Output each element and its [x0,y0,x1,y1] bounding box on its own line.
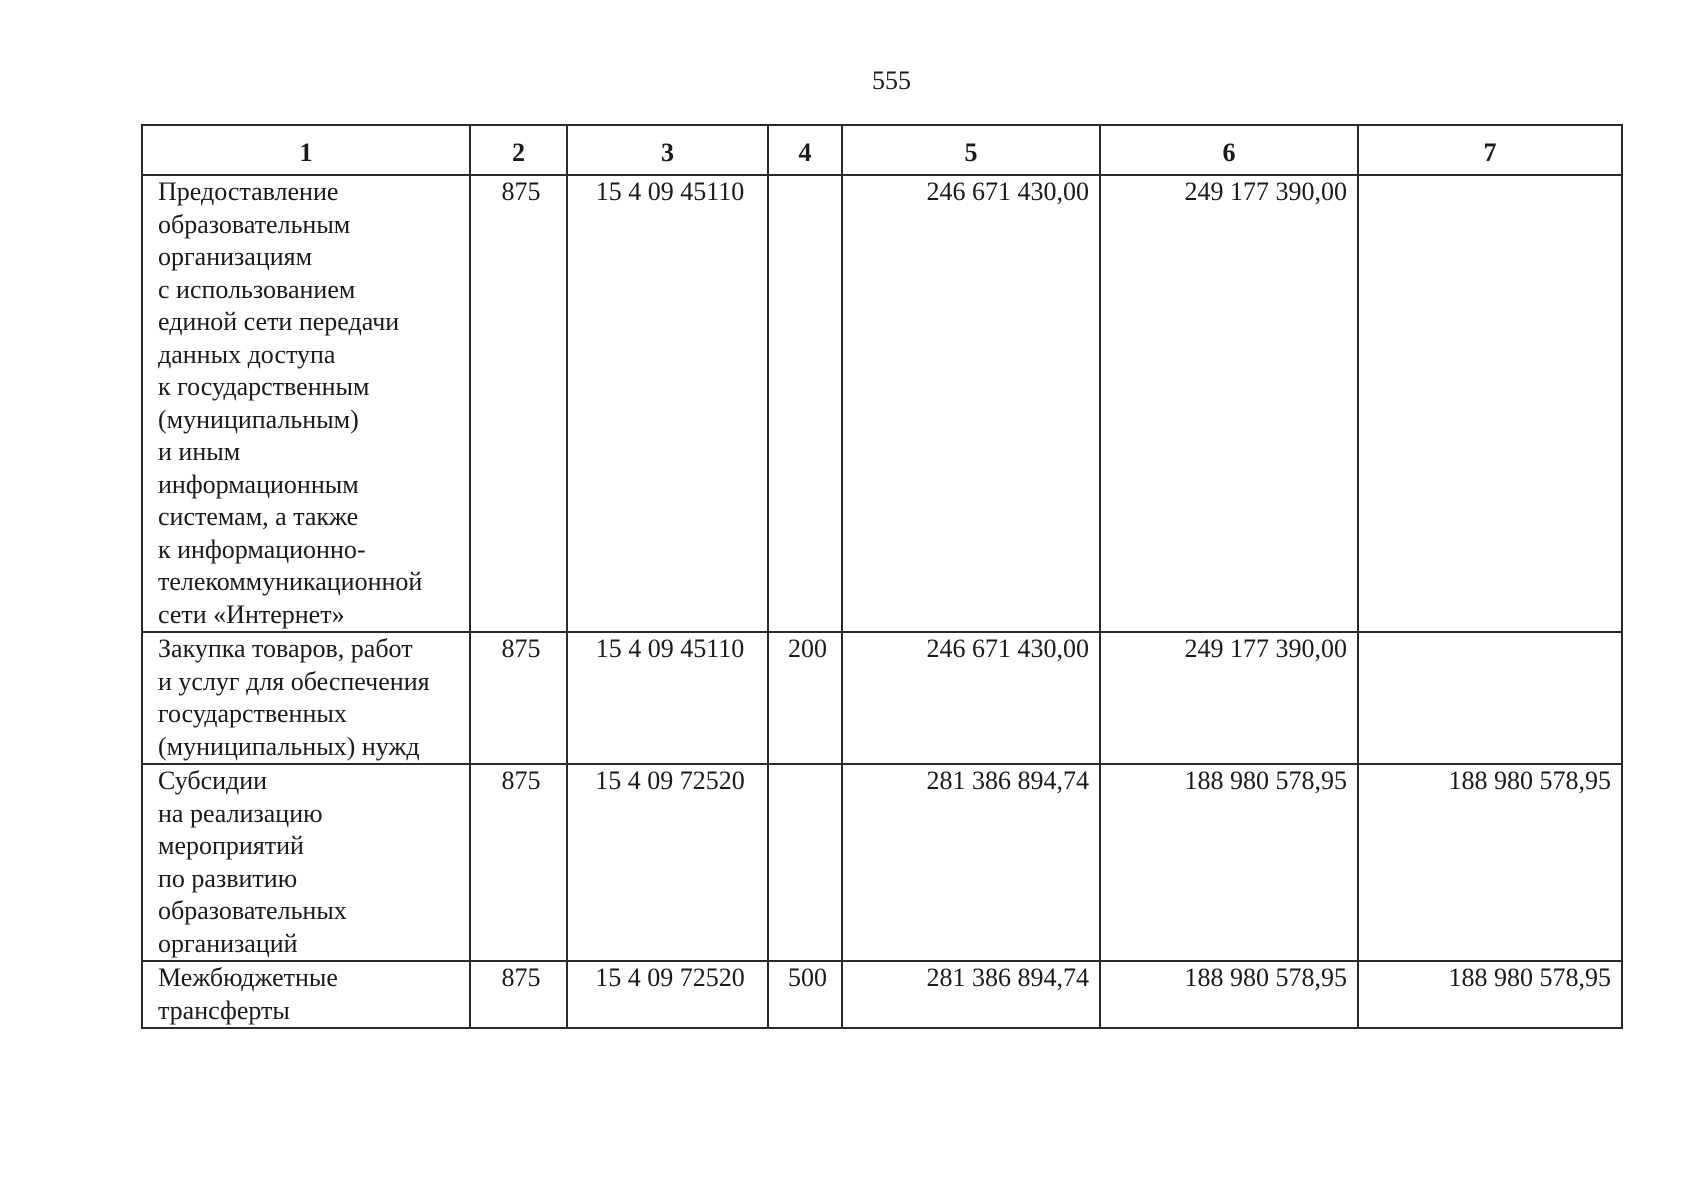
ministry-code-cell: 875 [470,961,567,1028]
amount-col6-cell: 249 177 390,00 [1100,632,1358,764]
page-number: 555 [872,66,911,95]
column-header: 1 [142,125,470,175]
row-name-cell: Предоставление образовательным организациям с использованием единой сети передачи данных доступа к государственным (муниципальным) и иным информационным системам, а также к информационно- телекоммуникационной сети «Интернет» [142,175,470,632]
table-row [142,961,1622,1028]
amount-col5-cell: 246 671 430,00 [842,632,1100,764]
row-name-cell: Субсидии на реализацию мероприятий по развитию образовательных организаций [142,764,470,961]
ministry-code-cell: 875 [470,175,567,632]
amount-col7-cell [1358,175,1622,632]
row-name-cell: Закупка товаров, работ и услуг для обеспечения государственных (муниципальных) нужд [142,632,470,764]
target-article-cell: 15 4 09 72520 [567,764,768,961]
column-header: 3 [567,125,768,175]
ministry-code-cell: 875 [470,764,567,961]
amount-col7-cell: 188 980 578,95 [1358,961,1622,1028]
expense-type-cell [768,764,842,961]
table-row [142,632,1622,764]
amount-col7-cell [1358,632,1622,764]
budget-table [141,124,1623,1029]
expense-type-cell: 500 [768,961,842,1028]
column-header: 6 [1100,125,1358,175]
expense-type-cell [768,175,842,632]
row-name-cell: Межбюджетные трансферты [142,961,470,1028]
column-header: 2 [470,125,567,175]
amount-col6-cell: 188 980 578,95 [1100,961,1358,1028]
target-article-cell: 15 4 09 72520 [567,961,768,1028]
table-header-row [142,125,1622,175]
target-article-cell: 15 4 09 45110 [567,632,768,764]
amount-col5-cell: 281 386 894,74 [842,961,1100,1028]
column-header: 4 [768,125,842,175]
target-article-cell: 15 4 09 45110 [567,175,768,632]
ministry-code-cell: 875 [470,632,567,764]
amount-col6-cell: 249 177 390,00 [1100,175,1358,632]
amount-col5-cell: 281 386 894,74 [842,764,1100,961]
column-header: 5 [842,125,1100,175]
amount-col6-cell: 188 980 578,95 [1100,764,1358,961]
table-row [142,764,1622,961]
column-header: 7 [1358,125,1622,175]
amount-col5-cell: 246 671 430,00 [842,175,1100,632]
table-row [142,175,1622,632]
expense-type-cell: 200 [768,632,842,764]
amount-col7-cell: 188 980 578,95 [1358,764,1622,961]
